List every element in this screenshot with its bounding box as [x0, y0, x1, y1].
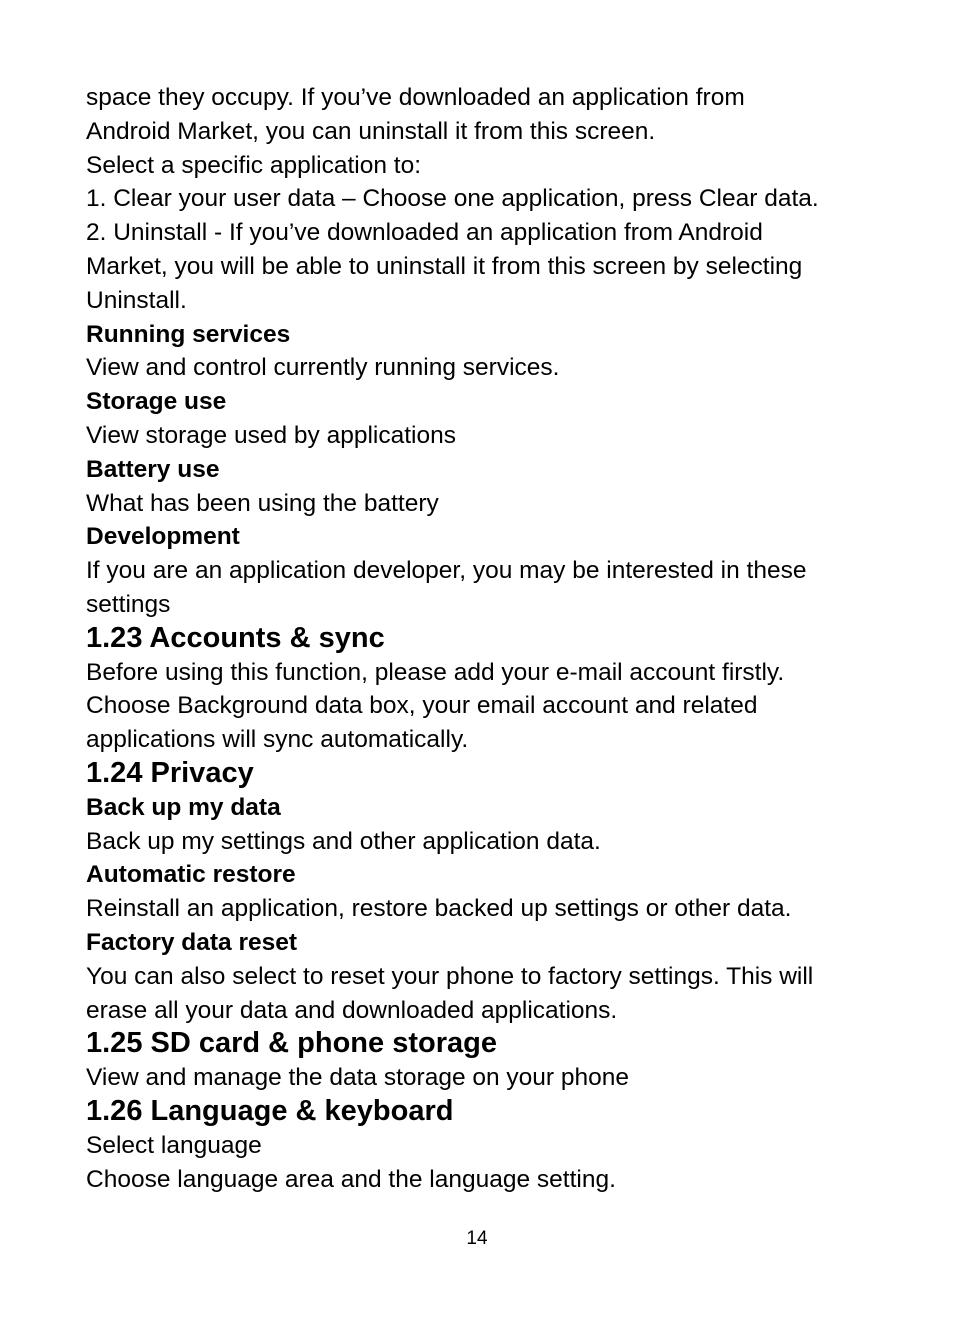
section-heading-privacy: 1.24 Privacy — [86, 756, 254, 789]
list-item-uninstall: 2. Uninstall - If you’ve downloaded an application from Android — [86, 219, 763, 247]
subheading-automatic-restore: Automatic restore — [86, 861, 296, 889]
section-heading-sd-card-storage: 1.25 SD card & phone storage — [86, 1027, 497, 1060]
body-text: View and manage the data storage on your phone — [86, 1064, 630, 1092]
list-item-clear-data: 1. Clear your user data – Choose one application, press Clear data. — [86, 185, 819, 213]
body-text: Back up my settings and other application data. — [86, 827, 601, 855]
body-text: If you are an application developer, you may be interested in these — [86, 557, 807, 585]
subheading-running-services: Running services — [86, 320, 291, 348]
body-text: erase all your data and downloaded applications. — [86, 996, 618, 1024]
section-heading-language-keyboard: 1.26 Language & keyboard — [86, 1094, 454, 1127]
body-text: View and control currently running services. — [86, 354, 560, 382]
subheading-development: Development — [86, 523, 240, 551]
section-heading-accounts-sync: 1.23 Accounts & sync — [86, 621, 385, 654]
subheading-storage-use: Storage use — [86, 388, 227, 416]
list-item-uninstall-cont: Uninstall. — [86, 286, 187, 314]
body-text: space they occupy. If you’ve downloaded an application from — [86, 84, 745, 111]
page-number: 14 — [466, 1228, 488, 1249]
body-text: Reinstall an application, restore backed up settings or other data. — [86, 895, 792, 923]
subheading-back-up-my-data: Back up my data — [86, 793, 281, 821]
body-text: settings — [86, 590, 171, 618]
body-text: Select a specific application to: — [86, 151, 422, 179]
body-text: What has been using the battery — [86, 489, 439, 517]
body-text: applications will sync automatically. — [86, 726, 469, 754]
body-text: Select language — [86, 1131, 262, 1159]
body-text: Choose Background data box, your email account and related — [86, 692, 758, 720]
list-item-uninstall-cont: Market, you will be able to uninstall it from this screen by selecting — [86, 252, 803, 280]
body-text: Choose language area and the language setting. — [86, 1165, 616, 1193]
body-text: Android Market, you can uninstall it from this screen. — [86, 117, 656, 145]
document-body — [86, 81, 906, 1196]
body-text: Before using this function, please add your e-mail account firstly. — [86, 658, 785, 686]
subheading-battery-use: Battery use — [86, 455, 220, 483]
body-text: You can also select to reset your phone to factory settings. This will — [86, 962, 814, 990]
body-text: View storage used by applications — [86, 421, 457, 449]
subheading-factory-data-reset: Factory data reset — [86, 928, 298, 956]
